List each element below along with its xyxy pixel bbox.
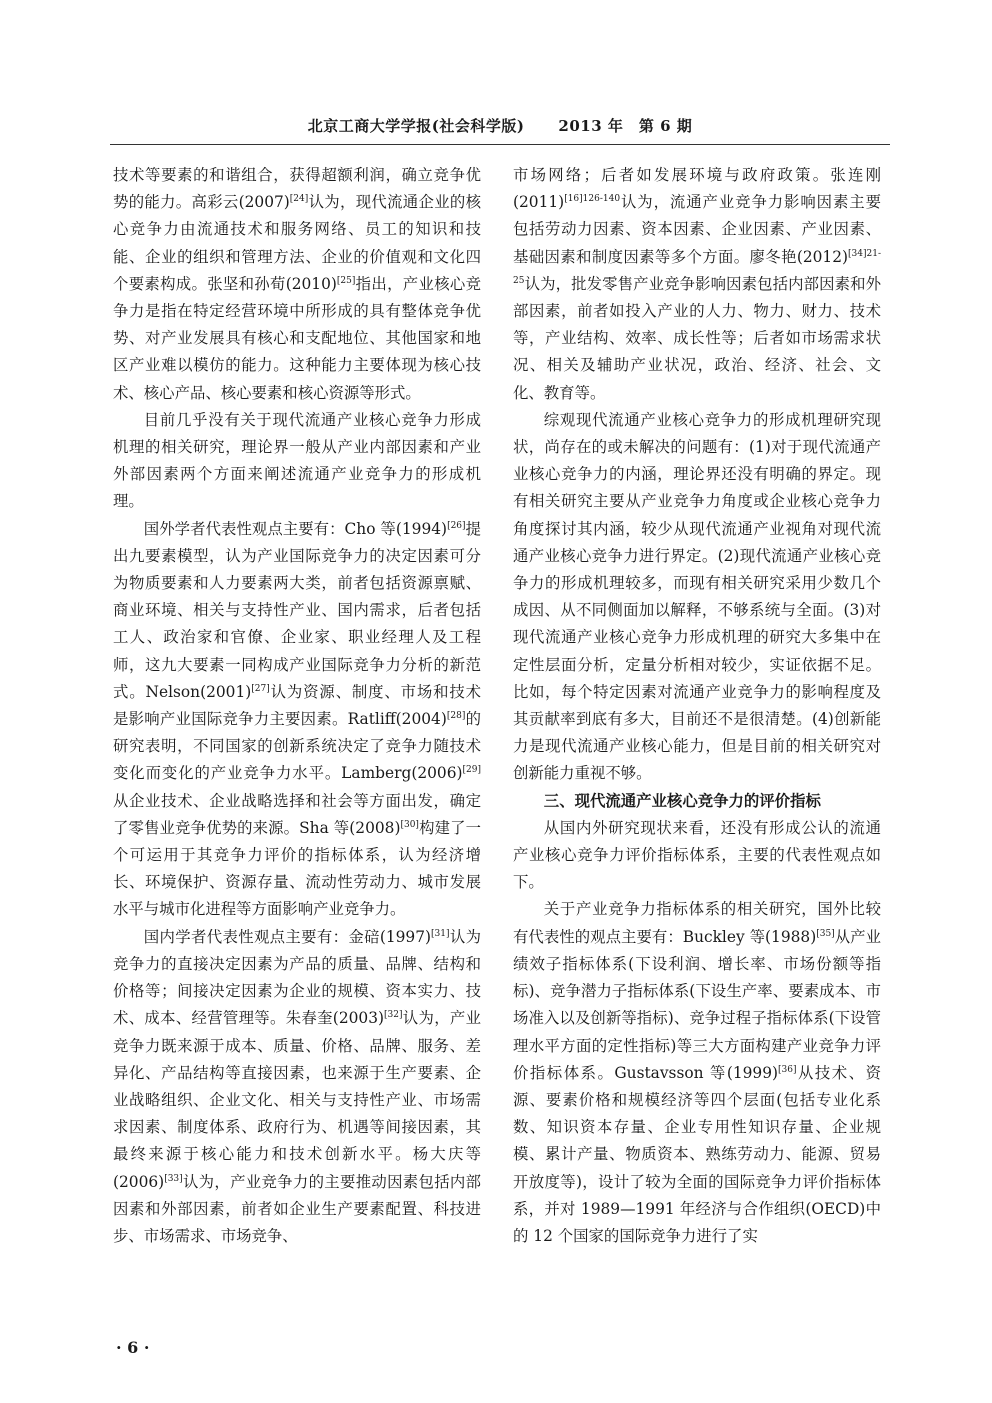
paragraph [513,162,881,407]
paragraph-text: 认为资源、制度、市场和技术是影响产业国际竞争力主要因素。Ratliff(2004) [113,682,481,729]
paragraph-text: 从企业技术、企业战略选择和社会等方面出发，确定了零售业竞争优势的来源。Sha 等(2008) [113,791,481,837]
paragraph [113,162,481,407]
paragraph-text: 提出九要素模型，认为产业国际竞争力的决定因素可分为物质要素和人力要素两大类，前者包括资源禀赋、商业环境、相关与支持性产业、国内需求，后者包括工人、政治家和官僚、企业家、职业经理人及工程师，这九大要素一同构成产业国际竞争力分析的新范式。Nelson(2001) [113,519,481,701]
citation-marker: [16]126-140 [564,194,621,205]
page-number: · 6 · [116,1338,150,1357]
paragraph-text: 的研究表明，不同国家的创新系统决定了竞争力随技术变化而变化的产业竞争力水平。Lamberg(2006) [113,710,481,783]
citation-marker: [36] [778,1064,797,1075]
paragraph [113,516,481,924]
paragraph-text: 认为，产业竞争力的主要推动因素包括内部因素和外部因素，前者如企业生产要素配置、科技进步、市场需求、市场竞争、 [113,1172,481,1245]
paragraph-text: 从产业绩效子指标体系(下设利润、增长率、市场份额等指标)、竞争潜力子指标体系(下设生产率、要素成本、市场准入以及创新等指标)、竞争过程子指标体系(下设管理水平方面的定性指标)等三大方面构建产业竞争力评价指标体系。Gustavsson 等(1999) [513,927,881,1082]
citation-marker: [30] [400,819,419,830]
paragraph-text: 市场网络；后者如发展环境与政府政策。张连刚(2011) [513,166,881,212]
citation-marker: [27] [251,683,270,694]
paragraph-text: 国外学者代表性观点主要有：Cho 等(1994) [143,519,448,538]
paragraph-text: 指出，产业核心竞争力是指在特定经营环境中所形成的具有整体竞争优势、对产业发展具有核心和支配地位、其他国家和地区产业难以模仿的能力。这种能力主要体现为核心技术、核心产品、核心要素和核心资源等形式。 [113,274,481,402]
running-header [110,115,890,136]
paragraph-text: 从技术、资源、要素价格和规模经济等四个层面(包括专业化系数、知识资本存量、企业专用性知识存量、企业规模、累计产量、物质资本、熟练劳动力、能源、贸易开放度等)，设计了较为全面的国际竞争力评价指标体系，并对 1989—1991 年经济与合作组织(OECD)中的 12 个国家的国际竞争力进行了实 [513,1063,881,1245]
paragraph-text: 技术等要素的和谐组合，获得超额利润，确立竞争优势的能力。高彩云(2007) [113,166,481,212]
right-column [513,162,881,1250]
paragraph [113,924,481,1250]
issue-label: 2013 年 第 6 期 [558,117,693,135]
header-rule [110,144,890,145]
paragraph-text: 关于产业竞争力指标体系的相关研究，国外比较有代表性的观点主要有：Buckley 等(1988) [513,900,881,946]
journal-title: 北京工商大学学报(社会科学版) [307,117,525,135]
citation-marker: [31] [431,928,450,939]
paragraph-text: 国内学者代表性观点主要有：金碚(1997) [143,927,432,946]
paragraph [513,407,881,788]
paragraph [113,407,481,516]
citation-marker: [34]21-25 [513,248,881,286]
citation-marker: [24] [289,194,309,205]
citation-marker: [32] [384,1010,403,1021]
citation-marker: [33] [164,1173,183,1184]
section-heading: 三、现代流通产业核心竞争力的评价指标 [543,791,821,810]
paragraph-text: 目前几乎没有关于现代流通产业核心竞争力形成机理的相关研究，理论界一般从产业内部因素和产业外部因素两个方面来阐述流通产业竞争力的形成机理。 [113,410,481,511]
paragraph-text: 从国内外研究现状来看，还没有形成公认的流通产业核心竞争力评价指标体系，主要的代表性观点如下。 [513,818,881,892]
paragraph [513,896,881,1250]
paragraph-text: 认为，产业竞争力既来源于成本、质量、价格、品牌、服务、差异化、产品结构等直接因素，也来源于生产要素、企业战略组织、企业文化、相关与支持性产业、市场需求因素、制度体系、政府行为、机遇等间接因素，其最终来源于核心能力和技术创新水平。杨大庆等(2006) [113,1009,481,1191]
paragraph [513,815,881,897]
paragraph-text: 认为，现代流通企业的核心竞争力由流通技术和服务网络、员工的知识和技能、企业的组织和管理方法、企业的价值观和文化四个要素构成。张坚和孙荀(2010) [113,193,481,293]
paragraph-text: 认为竞争力的直接决定因素为产品的质量、品牌、结构和价格等；间接决定因素为企业的规模、资本实力、技术、成本、经营管理等。朱春奎(2003) [113,927,481,1028]
paragraph-text: 综观现代流通产业核心竞争力的形成机理研究现状，尚存在的或未解决的问题有：(1)对于现代流通产业核心竞争力的内涵，理论界还没有明确的界定。现有相关研究主要从产业竞争力角度或企业核心竞争力角度探讨其内涵，较少从现代流通产业视角对现代流通产业核心竞争力进行界定。(2)现代流通产业核心竞争力的形成机理较多，而现有相关研究采用少数几个成因、从不同侧面加以解释，不够系统与全面。(3)对现代流通产业核心竞争力形成机理的研究大多集中在定性层面分析，定量分析相对较少，实证依据不足。比如，每个特定因素对流通产业竞争力的影响程度及其贡献率到底有多大，目前还不是很清楚。(4)创新能力是现代流通产业核心能力，但是目前的相关研究对创新能力重视不够。 [513,410,881,783]
citation-marker: [35] [816,928,835,939]
citation-marker: [28] [446,711,466,722]
citation-marker: [26] [447,520,466,531]
paragraph-text: 认为，流通产业竞争力影响因素主要包括劳动力因素、资本因素、企业因素、产业因素、基础因素和制度因素等多个方面。廖冬艳(2012) [513,193,881,266]
left-column [113,162,481,1250]
paragraph-text: 构建了一个可运用于其竞争力评价的指标体系，认为经济增长、环境保护、资源存量、流动性劳动力、城市发展水平与城市化进程等方面影响产业竞争力。 [113,818,481,919]
citation-marker: [25] [336,275,356,286]
citation-marker: [29] [462,765,481,776]
paragraph-text: 认为，批发零售产业竞争影响因素包括内部因素和外部因素，前者如投入产业的人力、物力、财力、技术等，产业结构、效率、成长性等；后者如市场需求状况、相关及辅助产业状况，政治、经济、社会、文化、教育等。 [513,274,881,402]
